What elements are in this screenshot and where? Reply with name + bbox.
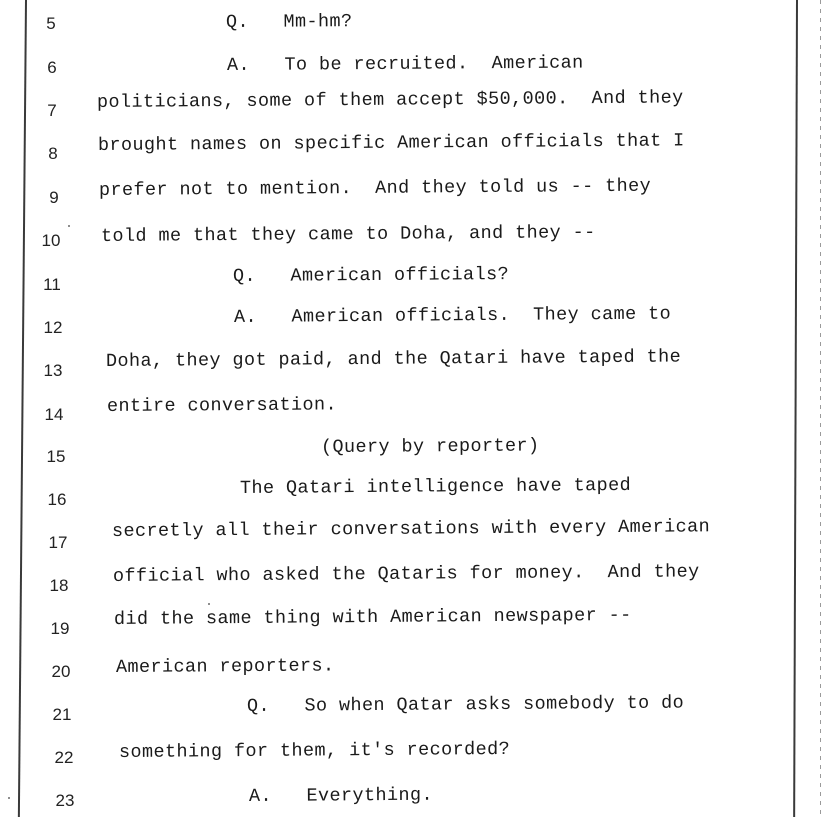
line-number: 9	[49, 188, 59, 207]
line-number: 11	[43, 275, 61, 294]
line-text: official who asked the Qataris for money. And they	[112, 561, 700, 587]
line-text: did the same thing with American newspaper --	[113, 604, 632, 630]
line-number: 5	[46, 14, 56, 33]
line-number: 17	[48, 533, 68, 552]
transcript-line	[0, 692, 790, 734]
transcript-line	[0, 52, 790, 85]
transcript-line	[0, 175, 790, 213]
transcript-line	[0, 264, 790, 300]
line-number: 23	[55, 791, 75, 810]
transcript-line	[0, 87, 790, 127]
line-number: 15	[46, 447, 66, 466]
line-text: secretly all their conversations with every American	[111, 516, 711, 542]
line-text: politicians, some of them accept $50,000. And they	[96, 87, 684, 113]
line-text: American reporters.	[115, 655, 335, 678]
transcript-line	[0, 222, 790, 256]
line-number: 10	[41, 231, 61, 250]
transcript-line	[0, 12, 790, 42]
transcript-line	[0, 435, 790, 474]
right-edge-shadow	[820, 0, 821, 817]
line-text: A. Everything.	[248, 784, 434, 807]
line-number: 8	[48, 144, 58, 163]
line-number: 7	[47, 101, 57, 120]
line-text: entire conversation.	[106, 394, 338, 417]
line-text: Doha, they got paid, and the Qatari have taped the	[105, 346, 682, 372]
line-number: 19	[50, 619, 70, 638]
right-margin-rule	[793, 0, 798, 817]
line-number: 20	[51, 662, 71, 681]
line-number: 13	[43, 361, 63, 380]
line-number: 6	[47, 58, 57, 77]
line-number: 21	[52, 705, 72, 724]
transcript-line	[0, 738, 790, 778]
transcript-line	[0, 130, 790, 170]
line-number: 14	[44, 405, 64, 424]
transcript-line	[0, 604, 790, 647]
line-text: The Qatari intelligence have taped	[239, 474, 632, 499]
line-number: 22	[54, 748, 74, 767]
line-number: 16	[47, 490, 67, 509]
transcript-line	[0, 561, 790, 604]
transcript-line	[0, 655, 790, 691]
transcript-line	[0, 394, 790, 430]
transcript-line	[0, 516, 790, 561]
line-number: 12	[43, 318, 63, 337]
line-text: (Query by reporter)	[320, 435, 540, 458]
line-text: Q. Mm-hm?	[225, 11, 353, 33]
line-text: Q. American officials?	[232, 264, 510, 287]
line-text: A. American officials. They came to	[233, 303, 672, 328]
line-text: brought names on specific American officials that I	[97, 130, 685, 156]
transcript-line	[0, 303, 790, 343]
transcript-line	[0, 346, 790, 387]
line-text: prefer not to mention. And they told us -- they	[98, 175, 652, 201]
line-number: 18	[49, 576, 69, 595]
transcript-line	[0, 474, 790, 517]
line-text: told me that they came to Doha, and they --	[100, 222, 596, 247]
line-text: Q. So when Qatar asks somebody to do	[246, 692, 685, 717]
line-text: A. To be recruited. American	[226, 52, 584, 76]
line-text: something for them, it's recorded?	[118, 738, 511, 763]
